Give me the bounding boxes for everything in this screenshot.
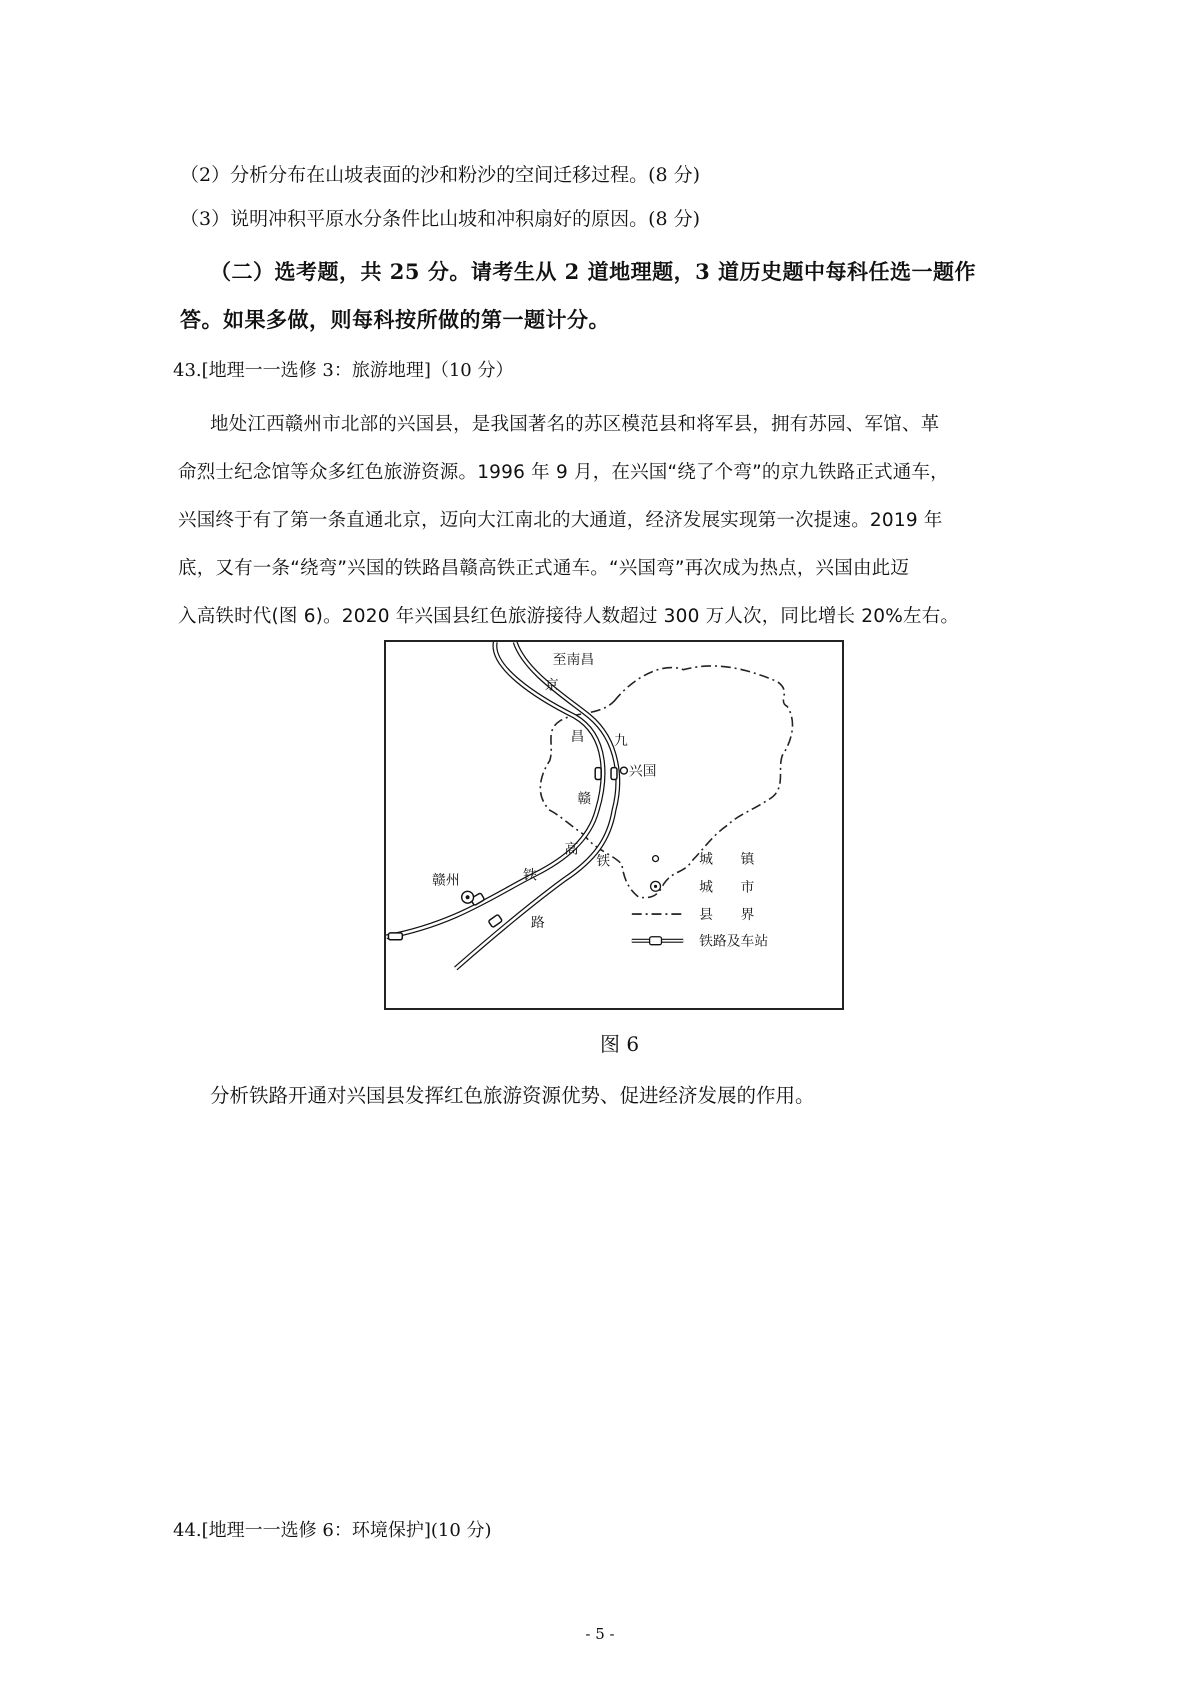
question-43-task: 分析铁路开通对兴国县发挥红色旅游资源优势、促进经济发展的作用。 — [210, 1084, 815, 1107]
label-gan: 赣 — [577, 791, 592, 808]
map-legend — [632, 851, 769, 950]
station-west-end — [388, 933, 402, 940]
label-gao: 高 — [564, 841, 579, 858]
label-tie-jingjiu: 铁 — [596, 853, 611, 870]
station-xingguo-jj — [611, 768, 617, 780]
q43-paragraph-line-4: 底，又有一条“绕弯”兴国的铁路昌赣高铁正式通车。“兴国弯”再次成为热点，兴国由此迈 — [178, 558, 910, 579]
xingguo-town-symbol — [620, 767, 627, 774]
section-heading-line-1: （二）选考题，共 25 分。请考生从 2 道地理题，3 道历史题中每科任选一题作 — [210, 259, 976, 284]
section-heading-line-2: 答。如果多做，则每科按所做的第一题计分。 — [180, 307, 610, 332]
station-xingguo-hsr — [595, 768, 601, 780]
label-tie-hsr: 铁 — [522, 867, 537, 884]
label-chang: 昌 — [570, 728, 585, 745]
q43-paragraph-line-5: 入高铁时代(图 6)。2020 年兴国县红色旅游接待人数超过 300 万人次，同比增长 20%左右。 — [178, 606, 960, 627]
label-ganzhou: 赣州 — [431, 872, 460, 889]
railway-map-figure — [384, 640, 844, 1010]
page-number: - 5 - — [585, 1625, 615, 1643]
legend-boundary-label: 县 界 — [699, 906, 755, 923]
legend-railway-label: 铁路及车站 — [699, 933, 769, 950]
station-ganzhou-jj — [488, 914, 502, 927]
label-jiu: 九 — [614, 732, 628, 749]
label-jing: 京 — [544, 677, 559, 694]
label-to-nanchang: 至南昌 — [552, 651, 595, 668]
legend-city-label: 城 市 — [699, 879, 755, 896]
county-boundary — [540, 666, 792, 898]
legend-town-symbol — [653, 856, 659, 862]
question-44-heading: 44.[地理一一选修 6：环境保护](10 分) — [173, 1520, 492, 1541]
q43-paragraph-line-2: 命烈士纪念馆等众多红色旅游资源。1996 年 9 月，在兴国“绕了个弯”的京九铁路正式通车， — [178, 462, 949, 483]
legend-town-label: 城 镇 — [699, 851, 755, 868]
question-2: （2）分析分布在山坡表面的沙和粉沙的空间迁移过程。(8 分) — [180, 164, 701, 186]
changgan-high-speed-railway — [386, 642, 603, 937]
label-lu-jingjiu: 路 — [530, 914, 545, 931]
label-xingguo: 兴国 — [628, 763, 657, 780]
q43-paragraph-line-3: 兴国终于有了第一条直通北京，迈向大江南北的大通道，经济发展实现第一次提速。2019 年 — [178, 510, 943, 531]
q43-paragraph-line-1: 地处江西赣州市北部的兴国县，是我国著名的苏区模范县和将军县，拥有苏园、军馆、革 — [210, 414, 940, 435]
question-43-heading: 43.[地理一一选修 3：旅游地理]（10 分） — [173, 360, 514, 381]
figure-caption: 图 6 — [600, 1032, 640, 1056]
railway-map — [386, 642, 842, 1008]
question-3: （3）说明冲积平原水分条件比山坡和冲积扇好的原因。(8 分) — [180, 208, 701, 230]
